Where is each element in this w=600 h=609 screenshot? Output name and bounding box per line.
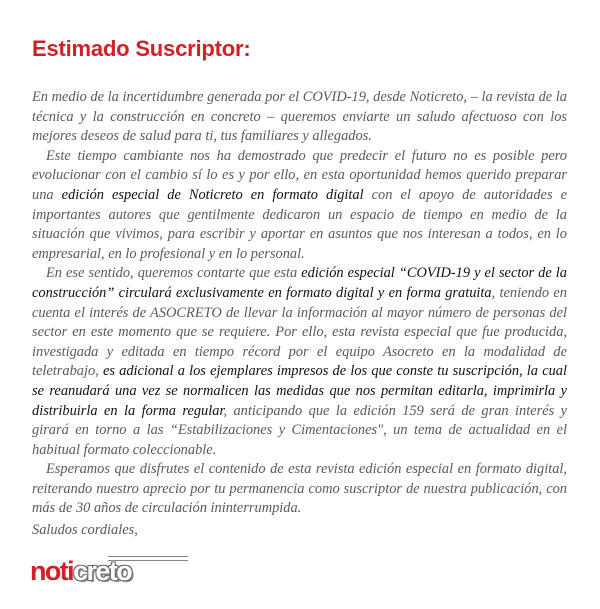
paragraph-text: En medio de la incertidumbre generada por el COVID-19, desde Noticreto, – la revista de la técnica y la construcción en concreto – queremos enviarte un saludo afectuoso con los mejores deseos de salud para ti, tus familiares y allegados. (32, 89, 567, 145)
paragraph-circulation (32, 264, 567, 460)
paragraph-text: , teniendo en cuenta el interés de ASOCRETO de llevar la información al mayor número de personas del sector en este momento que se requiere. Por ello, esta revista especial que fue producida, investigada y editada en tiempo récord por el equipo Asocreto en la modalidad de teletrabajo, (32, 284, 567, 380)
paragraph-farewell (32, 460, 567, 519)
letter-heading: Estimado Suscriptor: (32, 36, 251, 61)
highlighted-text: edición especial de Noticreto en formato digital (61, 186, 364, 203)
closing-line: Saludos cordiales, (32, 522, 138, 538)
highlighted-text: es adicional a los ejemplares impresos de los que conste tu suscripción, la cual se reanudará una vez se normalicen las medidas que nos permitan editarla, imprimirla y distribuirla en la forma regular (32, 363, 567, 419)
logo-part-noti: noti (30, 556, 74, 586)
paragraph-text: con el apoyo de autoridades e importantes autores que gentilmente dedicaron un espacio de tiempo en medio de la situación que vivimos, para escribir y aportar en asuntos que nos interesan a todos, en lo empresarial, en lo profesional y en lo personal. (32, 186, 567, 262)
paragraph-text: , anticipando que la edición 159 será de gran interés y girará en torno a las “Estabilizaciones y Cimentaciones", un tema de actualidad en el habitual formato coleccionable. (32, 402, 567, 458)
paragraph-text: Este tiempo cambiante nos ha demostrado que predecir el futuro no es posible pero evolucionar con el cambio sí lo es y por ello, en esta oportunidad hemos querido preparar una (32, 147, 567, 203)
paragraph-text: En ese sentido, queremos contarte que esta (46, 265, 302, 282)
paragraph-greeting (32, 88, 567, 147)
letter-body (32, 88, 567, 519)
paragraph-special-edition (32, 147, 567, 265)
noticreto-logo (30, 552, 230, 592)
highlighted-text: edición especial “COVID-19 y el sector de la construcción” circulará exclusivamente en formato digital y en forma gratuita (32, 265, 568, 301)
logo-part-creto: creto (73, 556, 132, 586)
paragraph-text: Esperamos que disfrutes el contenido de esta revista edición especial en formato digital, reiterando nuestro aprecio por tu permanencia como suscriptor de nuestra publicación, con más de 30 años de circulación ininterrumpida. (32, 461, 567, 517)
logo-wordmark (30, 556, 131, 587)
